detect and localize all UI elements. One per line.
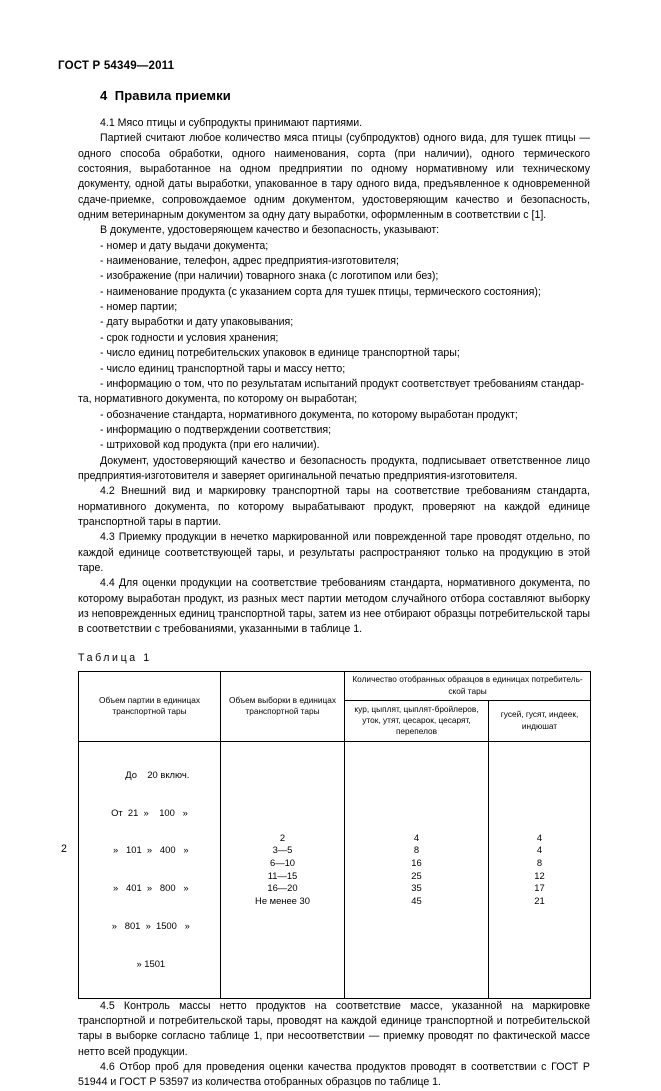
paragraph-batch-definition: Партией считают любое количество мяса птицы (субпродуктов) одного вида, для тушек птицы — одного способа обработки, одного наименования, сорта (при наличии), одного термического состояния, выработанное на одном предприятии по одному нормативному или техническому документу, одной даты выработки, упакованное в тару одного вида, предъявленное к одновременной сдаче-приемке, сопровождаемое одним документом, удостоверяющим качество и безопасность, одним ветеринарным документом за одну дату выработки, оформленным в соответствии с [1]. [78,132,590,222]
sample-line: Не менее 30 [255,894,310,906]
count-line: 12 [534,869,545,881]
count-line: 25 [411,869,422,881]
sample-line: 11—15 [267,869,298,881]
page-number: 2 [61,843,67,855]
count-line: 4 [413,831,420,843]
list-item: - число единиц транспортной тары и массу нетто; [100,362,346,375]
table-header [79,671,591,741]
list-item: - наименование продукта (с указанием сорта для тушек птицы, термического состояния); [100,285,541,298]
paragraph-4-6: 4.6 Отбор проб для проведения оценки качества продуктов проводят в соответствии с ГОСТ Р 51944 и ГОСТ Р 53597 из количества отобранных образцов по таблице 1. [78,1060,590,1089]
count-line: 17 [534,882,545,894]
table-header-row-top [79,671,591,700]
table-body [79,741,591,998]
sample-line: 3—5 [272,844,293,856]
sampling-table [78,671,591,999]
list-item: - обозначение стандарта, нормативного документа, по которому выработан продукт; [100,408,518,421]
list-item: - срок годности и условия хранения; [100,331,279,344]
list-item-continuation: та, нормативного документа, по которому он выработан; [78,393,358,406]
list-item: - наименование, телефон, адрес предприятия-изготовителя; [100,255,399,268]
header-batch-volume: Объем партии в единицах транспортной тары [79,671,221,741]
paragraph-4-3: 4.3 Приемку продукции в нечетко маркированной или поврежденной таре проводят отдельно, по каждой единице соответствующей тары, и результаты распространяют только на продукцию в этой таре. [78,531,590,574]
list-item: - информацию о том, что по результатам испытаний продукт соответствует требованиям стандар- [100,377,585,390]
range-line: » 401 » 800 » [110,882,189,894]
count-line: 8 [413,844,420,856]
range-line: » 1501 [133,957,166,969]
table-row [79,741,591,998]
header-large-poultry: гусей, гусят, индеек, индюшат [489,700,591,741]
count-line: 45 [411,894,422,906]
paragraph-signature: Документ, удостоверяющий качество и безопасность продукта, подписывает ответственное лицо предприятия-изготовителя и заверяет оригинальной печатью предприятия-изготовителя. [78,454,590,482]
sample-line: 2 [279,831,286,843]
cell-small-poultry-count [345,741,489,998]
header-sample-volume: Объем выборки в единицах транспортной тары [221,671,345,741]
paragraph-4-2: 4.2 Внешний вид и маркировку транспортной тары на соответствие требованиям стандарта, нормативного документа, по которому вырабатывают продукт, проверяют на каждой единице транспортной тары в партии. [78,485,590,528]
list-item: - номер и дату выдачи документа; [100,239,269,252]
range-line: От 21 » 100 » [111,806,188,818]
paragraph-4-4: 4.4 Для оценки продукции на соответствие требованиям стандарта, нормативного документа, по которому выработан продукт, из разных мест партии методом случайного отбора составляют выборку из неповрежденных единиц транспортной тары, затем из нее отбирают образцы потребительской тары в соответствии с требованиями, указанными в таблице 1. [78,577,590,636]
sample-line: 6—10 [269,857,296,869]
list-item: - номер партии; [100,301,178,314]
count-line: 8 [536,857,543,869]
paragraph-4-5: 4.5 Контроль массы нетто продуктов на соответствие массе, указанной на маркировке транспортной и потребительской тары, проводят на каждой единице транспортной и потребительской тары в выборке согласно таблице 1, при несоответствии — приемку проводят по фактической массе нетто всей продукции. [78,999,590,1058]
range-line: До 20 включ. [109,768,190,780]
page-content [78,88,590,1091]
section-number: 4 [100,88,108,103]
paragraph-4-1: 4.1 Мясо птицы и субпродукты принимают партиями. [100,117,363,129]
count-line: 16 [411,857,422,869]
section-heading [100,88,590,103]
count-line: 21 [534,894,545,906]
paragraph-document-intro: В документе, удостоверяющем качество и безопасность, указывают: [100,224,440,237]
cell-sample-volume [221,741,345,998]
count-line: 4 [536,831,543,843]
range-line: » 801 » 1500 » [109,920,190,931]
list-item: - изображение (при наличии) товарного знака (с логотипом или без); [100,270,439,283]
range-line: » 101 » 400 » [110,844,189,856]
header-samples-group: Количество отобранных образцов в единицах потребитель-ской тары [345,671,591,700]
count-line: 35 [411,882,422,894]
list-item: - штриховой код продукта (при его наличии). [100,439,320,452]
list-item: - дату выработки и дату упаковывания; [100,316,294,329]
cell-batch-range [79,741,221,998]
list-item: - информацию о подтверждении соответствия; [100,423,332,436]
table-caption: Таблица 1 [78,651,152,664]
sample-line: 16—20 [267,882,298,894]
standard-designation-header: ГОСТ Р 54349—2011 [58,60,175,72]
section-title-text: Правила приемки [114,88,231,103]
header-small-poultry: кур, цыплят, цыплят-бройлеров, уток, утят, цесарок, цесарят, перепелов [345,700,489,741]
cell-large-poultry-count [489,741,591,998]
list-item: - число единиц потребительских упаковок в единице транспортной тары; [100,347,460,360]
count-line: 4 [536,844,543,856]
